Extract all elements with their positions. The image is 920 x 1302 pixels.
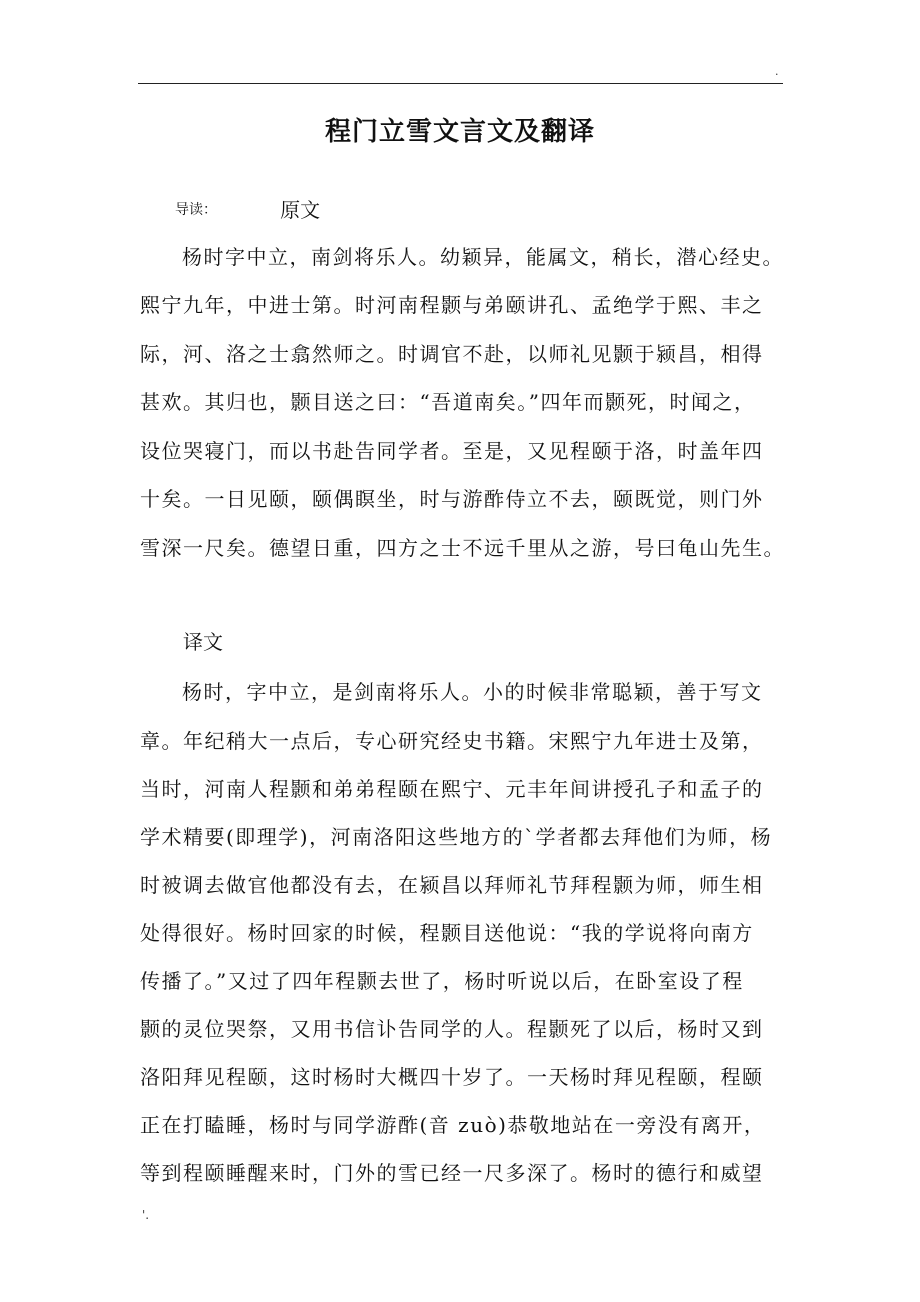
original-line: 杨时字中立，南剑将乐人。幼颖异，能属文，稍长，潜心经史。 bbox=[182, 245, 784, 269]
original-line: 熙宁九年，中进士第。时河南程颢与弟颐讲孔、孟绝学于熙、丰之 bbox=[140, 293, 764, 317]
translation-line: 章。年纪稍大一点后，专心研究经史书籍。宋熙宁九年进士及第， bbox=[140, 729, 764, 753]
original-line: 甚欢。其归也，颢目送之曰：“吾道南矣。”四年而颢死，时闻之， bbox=[140, 390, 756, 414]
page-title: 程门立雪文言文及翻译 bbox=[324, 117, 595, 147]
translation-line: 处得很好。杨时回家的时候，程颢目送他说：“我的学说将向南方 bbox=[140, 921, 754, 945]
original-line: 雪深一尺矣。德望日重，四方之士不远千里从之游，号曰龟山先生。 bbox=[140, 536, 785, 560]
translation-heading: 译文 bbox=[183, 630, 223, 654]
translation-line: 等到程颐睡醒来时，门外的雪已经一尺多深了。杨时的德行和威望 bbox=[140, 1161, 764, 1185]
translation-line: 杨时，字中立，是剑南将乐人。小的时候非常聪颖，善于写文 bbox=[182, 680, 763, 704]
translation-line: 颢的灵位哭祭，又用书信讣告同学的人。程颢死了以后，杨时又到 bbox=[140, 1017, 764, 1041]
translation-line: 时被调去做官他都没有去，在颍昌以拜师礼节拜程颢为师，师生相 bbox=[140, 873, 764, 897]
original-line: 际，河、洛之士翕然师之。时调官不赴，以师礼见颢于颍昌，相得 bbox=[140, 342, 764, 366]
original-line: 十矣。一日见颐，颐偶瞑坐，时与游酢侍立不去，颐既觉，则门外 bbox=[140, 487, 764, 511]
translation-line: 传播了。”又过了四年程颢去世了，杨时听说以后，在卧室设了程 bbox=[140, 969, 744, 993]
original-line: 设位哭寝门，而以书赴告同学者。至是，又见程颐于洛，时盖年四 bbox=[140, 439, 764, 463]
header-dot: . bbox=[775, 65, 779, 78]
header-rule bbox=[138, 83, 783, 84]
translation-line: 正在打瞌睡，杨时与同学游酢(音 zuò)恭敬地站在一旁没有离开， bbox=[140, 1113, 766, 1137]
translation-line: 学术精要(即理学)，河南洛阳这些地方的`学者都去拜他们为师，杨 bbox=[140, 825, 773, 849]
original-text-heading: 原文 bbox=[280, 197, 321, 222]
translation-line: 当时，河南人程颢和弟弟程颐在熙宁、元丰年间讲授孔子和孟子的 bbox=[140, 777, 764, 801]
lead-label: 导读： bbox=[175, 201, 217, 218]
translation-line: 洛阳拜见程颐，这时杨时大概四十岁了。一天杨时拜见程颐，程颐 bbox=[140, 1065, 764, 1089]
footer-dot: '. bbox=[142, 1208, 150, 1222]
lead-row bbox=[175, 192, 320, 226]
